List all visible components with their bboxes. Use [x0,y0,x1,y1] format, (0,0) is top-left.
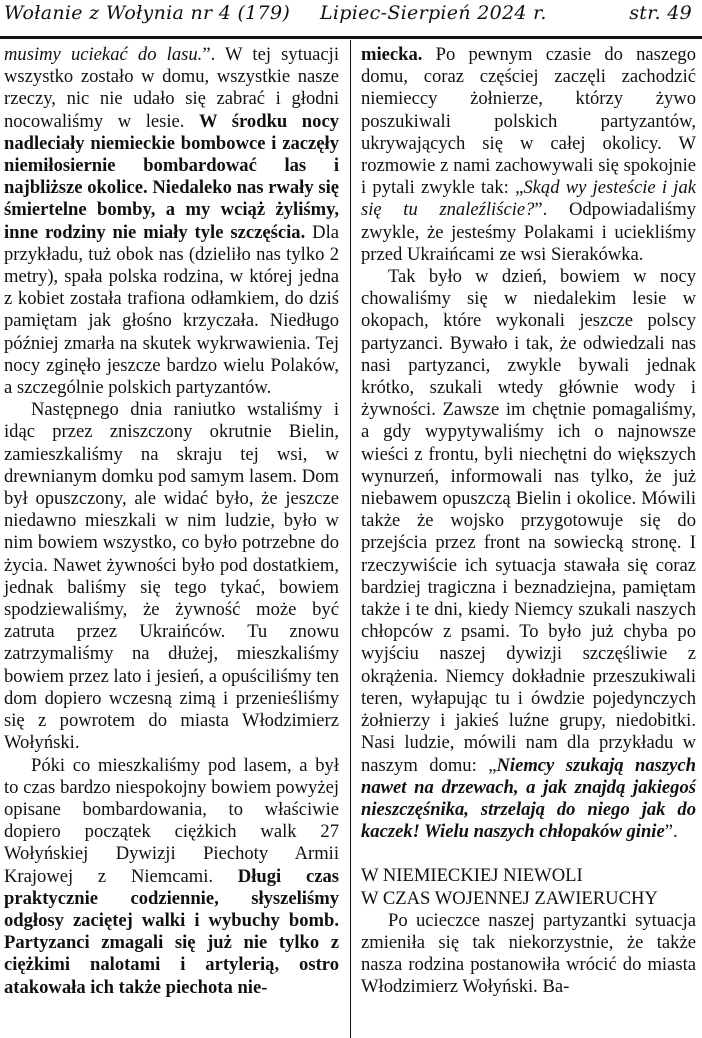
text-run: Po pewnym czasie do naszego domu, coraz częściej zaczęli zachodzić niemieccy żołnierze, którzy żywo poszukiwali polskich partyzantów, ukrywających się w całej okolicy. W rozmowie z nami zachowywali się spokojnie i pytali zwykle tak: „ [361,44,696,199]
right-paragraph-3: Po ucieczce naszej partyzantki sytuacja zmieniła się tak niekorzystnie, że także nasza rodzina postanowiła wrócić do miasta Włodzimierz Wołyński. Ba- [361,909,696,998]
text-run: W środku nocy nadleciały niemieckie bombowce i zaczęły niemiłosiernie bombardować las i najbliższe okolice. Niedaleko nas rwały się śmiertelne bomby, a my wciąż żyliśmy, inne rodziny nie miały tyle szczęścia. [4,110,339,243]
left-paragraph-2: Następnego dnia raniutko wstaliśmy i idąc przez zniszczony okrutnie Bielin, zamieszkaliśmy na skraju tej wsi, w drewnianym domku pod samym lasem. Dom był opuszczony, ale widać było, że jeszcze niedawno mieszkali w nim ludzie, było w nim bowiem wszystko, co było potrzebne do życia. Nawet żywności było pod dostatkiem, jednak baliśmy się tego tykać, bowiem spodziewaliśmy, że żywność może być zatruta przez Ukraińców. Tu znowu zatrzymaliśmy na dłużej, mieszkaliśmy bowiem przez lato i jesień, a opuściliśmy ten dom dopiero wczesną zimą i przenieśliśmy się z powrotem do miasta Włodzimierz Wołyński. [4,399,339,754]
right-column [361,44,696,999]
left-paragraph-3 [4,755,339,999]
column-divider [350,40,351,1038]
text-run: Długi czas praktycznie codziennie, słyszeliśmy odgłosy zaciętej walki i wybuchy bomb. Partyzanci zmagali się już nie tylko z ciężkimi nalotami i artylerią, ostro atakowała ich także piechota nie- [4,865,339,998]
text-run: miecka. [361,44,423,65]
text-run: ”. W tej sytuacji wszystko zostało w domu, wszystkie nasze rzeczy, nic nie udało się zabrać i głodni nocowaliśmy w lesie. [4,44,339,132]
text-run: Niemcy szukają naszych nawet na drzewach, a jak znajdą jakiegoś nieszczęśnika, strzelają do niego jak do kaczek! Wielu naszych chłopaków ginie [361,754,696,843]
text-run: musimy uciekać do lasu. [4,44,203,65]
section-heading [361,865,696,909]
right-paragraph-1 [361,44,696,266]
text-run: ”. [664,821,678,843]
header-page-number: str. 49 [629,2,692,24]
text-run: ”. Odpowiadaliśmy zwykle, że jesteśmy Polakami i uciekliśmy przed Ukraińcami ze wsi Sierakówka. [361,199,697,265]
text-run: Dla przykładu, tuż obok nas (dzieliło nas tylko 2 metry), spała polska rodzina, w której jedna z kobiet została trafiona odłamkiem, do dziś pamiętam jak głośno krzyczała. Niedługo później zmarła na skutek wykrwawienia. Tej nocy zginęło jeszcze bardzo wielu Polaków, a szczególnie polskich partyzantów. [4,221,339,399]
header-publication-title: Wołanie z Wołynia nr 4 (179) [4,2,291,24]
text-run: Póki co mieszkaliśmy pod lasem, a był to czas bardzo niespokojny bowiem powyżej opisane bombardowania, to właściwie dopiero początek ciężkich walk 27 Wołyńskiej Dywizji Piechoty Armii Krajowej z Niemcami. [4,754,339,887]
page-header [4,0,696,30]
left-column [4,44,339,999]
header-issue-date: Lipiec-Sierpień 2024 r. [320,2,547,24]
section-heading-line-1: W NIEMIECKIEJ NIEWOLI [361,865,583,887]
section-heading-line-2: W CZAS WOJENNEJ ZAWIERUCHY [361,887,658,909]
text-run: Skąd wy jesteście i jak się tu znaleźliście? [361,177,696,221]
text-run: Tak było w dzień, bowiem w nocy chowaliśmy się w niedalekim lesie w okopach, które wykonali jeszcze polscy partyzanci. Bywało i tak, że odwiedzali nas nasi partyzanci, zwykle bywali jednak krótko, szukali wtedy głównie wody i żywności. Zawsze im chętnie pomagaliśmy, a gdy wypytywaliśmy ich o najnowsze wieści z frontu, byli niechętni do większych wynurzeń, informowali nas tylko, że już niebawem opuszczą Bielin i okolice. Mówili także że wojsko przygotowuje się do przejścia przez front na sowiecką stronę. I rzeczywiście ich sytuacja stawała się coraz bardziej tragiczna i beznadziejna, pamiętam także i te dni, kiedy Niemcy szukali naszych chłopców z psami. To było już chyba po wyjściu naszej dywizji szczęśliwie z okrążenia. Niemcy dokładnie przeszukiwali teren, wyłapując tu i ówdzie pojedynczych żołnierzy i jakieś luźne grupy, niedobitki. Nasi ludzie, mówili nam dla przykładu w naszym domu: „ [361,266,696,776]
header-rule [0,36,702,39]
left-paragraph-1 [4,44,339,399]
right-paragraph-2 [361,266,696,843]
